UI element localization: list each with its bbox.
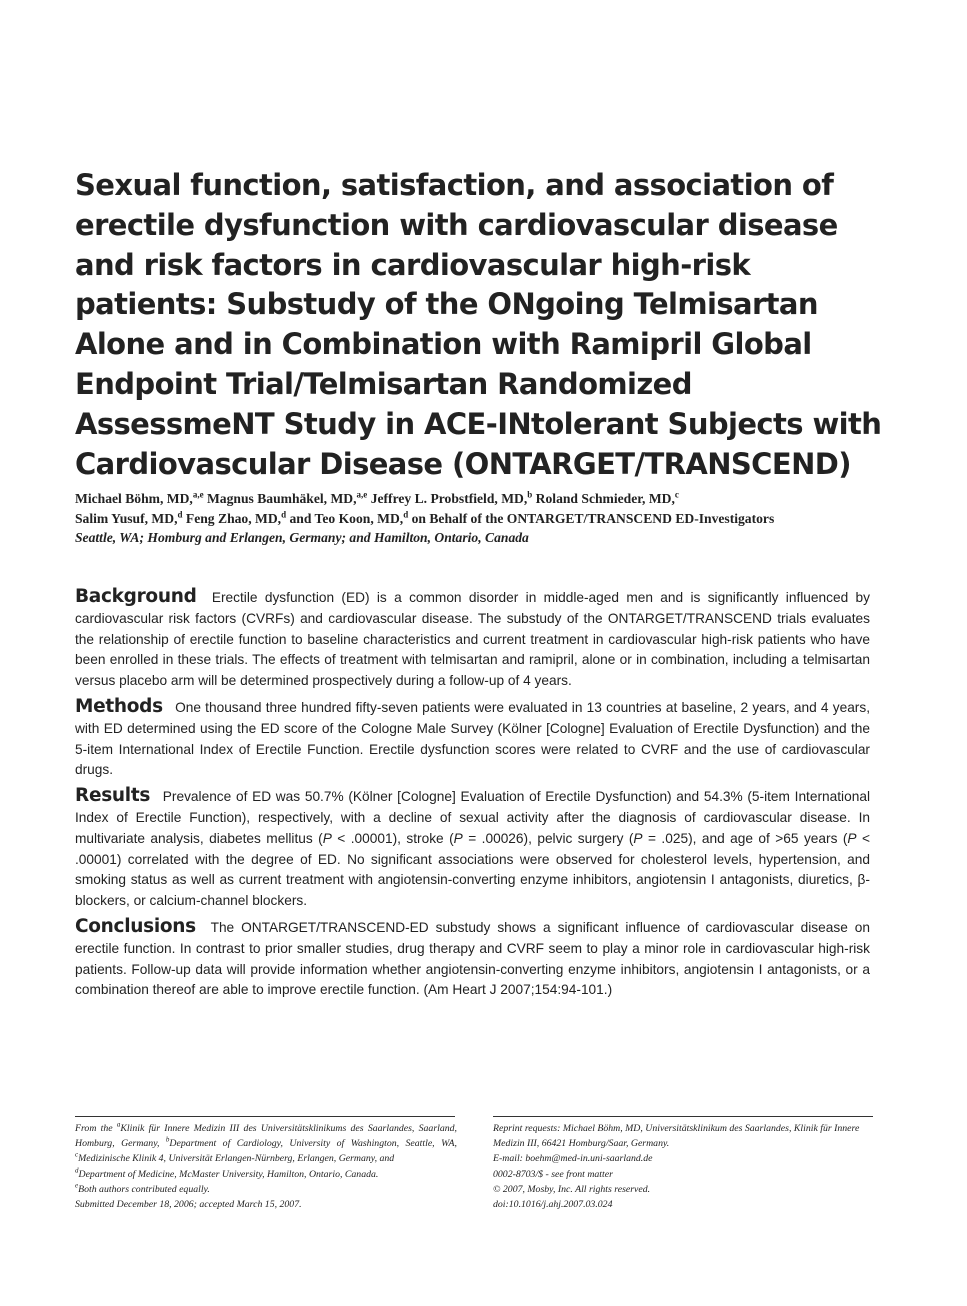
author-probstfield-affil: b (527, 489, 533, 500)
footnote-affil-c: Medizinische Klinik 4, Universität Erlangen-Nürnberg, Erlangen, Germany, and (78, 1153, 395, 1165)
footnote-marker-e: e (75, 1181, 79, 1190)
abstract-background (75, 587, 870, 692)
footnote-affil-d: Department of Medicine, McMaster University, Hamilton, Ontario, Canada. (78, 1168, 379, 1180)
abstract (75, 587, 870, 1006)
correspondence-email[interactable]: E-mail: boehm@med-in.uni-saarland.de (493, 1153, 653, 1165)
conclusions-heading: Conclusions (75, 915, 196, 937)
correspondence-footnotes (493, 1121, 875, 1212)
author-schmieder-affil: c (674, 489, 679, 500)
issn-line: 0002-8703/$ - see front matter (493, 1168, 613, 1180)
doi-line[interactable]: doi:10.1016/j.ahj.2007.03.024 (493, 1199, 613, 1211)
footnote-divider-right (493, 1116, 873, 1117)
author-koon: and Teo Koon, MD, (289, 510, 404, 526)
footnote-equal-contribution: Both authors contributed equally. (78, 1183, 210, 1195)
footnote-submitted: Submitted December 18, 2006; accepted March 15, 2007. (75, 1199, 302, 1211)
article-title: Sexual function, satisfaction, and association of erectile dysfunction with cardiovascular disease and risk factors in cardiovascular high-risk patients: Substudy of the ONgoing Telmisartan Alone and in Combination with Ramipril Global Endpoint Trial/Telmisartan Randomized AssessmeNT Study in ACE-INtolerant Subjects with Cardiovascular Disease (ONTARGET/TRANSCEND) (75, 168, 882, 481)
p-value-symbol: P (633, 830, 643, 846)
p-value-symbol: P (847, 830, 857, 846)
author-baumhakel: Magnus Baumhäkel, MD, (206, 491, 357, 506)
footnote-marker-d: d (75, 1166, 79, 1175)
author-block (75, 489, 905, 548)
footnote-divider-left (75, 1116, 455, 1117)
footnote-affil-a: Klinik für Innere Medizin III des Universitätsklinikums des Saarlandes, Saarland, Homburg, Germany, (75, 1123, 457, 1150)
author-yusuf: Salim Yusuf, MD, (75, 510, 178, 526)
author-probstfield: Jeffrey L. Probstfield, MD, (370, 491, 528, 506)
abstract-methods (75, 697, 870, 781)
footnote-marker-c: c (75, 1151, 79, 1160)
results-text-3: = .00026), pelvic surgery ( (462, 830, 634, 846)
results-heading: Results (75, 785, 151, 807)
results-text-1: Prevalence of ED was 50.7% (Kölner [Cologne] Evaluation of Erectile Dysfunction) and 54.3% (5-item International Index of Erectile Function), respectively, with a decline of sexual activity after the diagnosis of cardiovascular disease. In multivariate analysis, diabetes mellitus ( (75, 789, 870, 846)
methods-heading: Methods (75, 695, 163, 717)
affiliation-footnotes (75, 1121, 457, 1212)
footnote-affil-b: Department of Cardiology, University of Washington, Seattle, WA, (169, 1138, 457, 1150)
author-zhao: Feng Zhao, MD, (185, 510, 282, 526)
footnote-marker-a: a (116, 1120, 121, 1129)
footnote-marker-b: b (165, 1135, 170, 1144)
conclusions-text: The ONTARGET/TRANSCEND-ED substudy shows a significant influence of cardiovascular disease on erectile function. In contrast to prior smaller studies, drug therapy and CVRF seem to play a minor role in cardiovascular high-risk patients. Follow-up data will provide information whether angiotensin-converting enzyme inhibitors, angiotensin I antagonists, or a combination thereof are able to improve erectile function. (Am Heart J 2007;154:94-101.) (75, 919, 870, 998)
author-baumhakel-affil: a,e (356, 489, 368, 500)
author-zhao-affil: d (281, 508, 287, 519)
author-koon-affil: d (403, 508, 409, 519)
abstract-conclusions (75, 917, 870, 1001)
p-value-symbol: P (453, 830, 463, 846)
footnote-from: From the (75, 1123, 113, 1134)
author-bohm: Michael Böhm, MD, (75, 491, 193, 506)
author-yusuf-affil: d (177, 508, 183, 519)
abstract-results (75, 786, 870, 912)
copyright-line: © 2007, Mosby, Inc. All rights reserved. (493, 1183, 651, 1195)
author-bohm-affil: a,e (192, 489, 204, 500)
background-text: Erectile dysfunction (ED) is a common disorder in middle-aged men and is significantly influenced by cardiovascular risk factors (CVRFs) and cardiovascular disease. The substudy of the ONTARGET/TRANSCEND trials evaluates the relationship of erectile function to baseline characteristics and current treatment in cardiovascular high-risk patients who have been enrolled in these trials. The effects of treatment with telmisartan and ramipril, alone or in combination, including a telmisartan versus placebo arm will be determined prospectively during a follow-up of 4 years. (75, 590, 870, 689)
results-text-4: = .025), and age of >65 years ( (642, 830, 848, 846)
results-text-5: < .00001) correlated with the degree of ED. No significant associations were observed for cholesterol levels, hypertension, and smoking status as well as current treatment with angiotensin-converting enzyme inhibitors, angiotensin I antagonists, diuretics, β-blockers, or calcium-channel blockers. (75, 830, 870, 909)
author-schmieder: Roland Schmieder, MD, (535, 491, 675, 506)
author-locations: Seattle, WA; Homburg and Erlangen, Germany; and Hamilton, Ontario, Canada (75, 530, 529, 545)
results-text-2: < .00001), stroke ( (331, 830, 454, 846)
p-value-symbol: P (322, 830, 332, 846)
reprint-requests: Reprint requests: Michael Böhm, MD, Universitätsklinikum des Saarlandes, Klinik für Innere Medizin III, 66421 Homburg/Saar, Germany. (493, 1123, 860, 1150)
methods-text: One thousand three hundred fifty-seven patients were evaluated in 13 countries at baseline, 2 years, and 4 years, with ED determined using the ED score of the Cologne Male Survey (Kölner [Cologne] Evaluation of Erectile Dysfunction) and the 5-item International Index of Erectile Function. Erectile dysfunction scores were related to CVRF and the use of cardiovascular drugs. (75, 699, 871, 778)
background-heading: Background (75, 586, 197, 607)
investigator-group: on Behalf of the ONTARGET/TRANSCEND ED-Investigators (411, 510, 775, 526)
